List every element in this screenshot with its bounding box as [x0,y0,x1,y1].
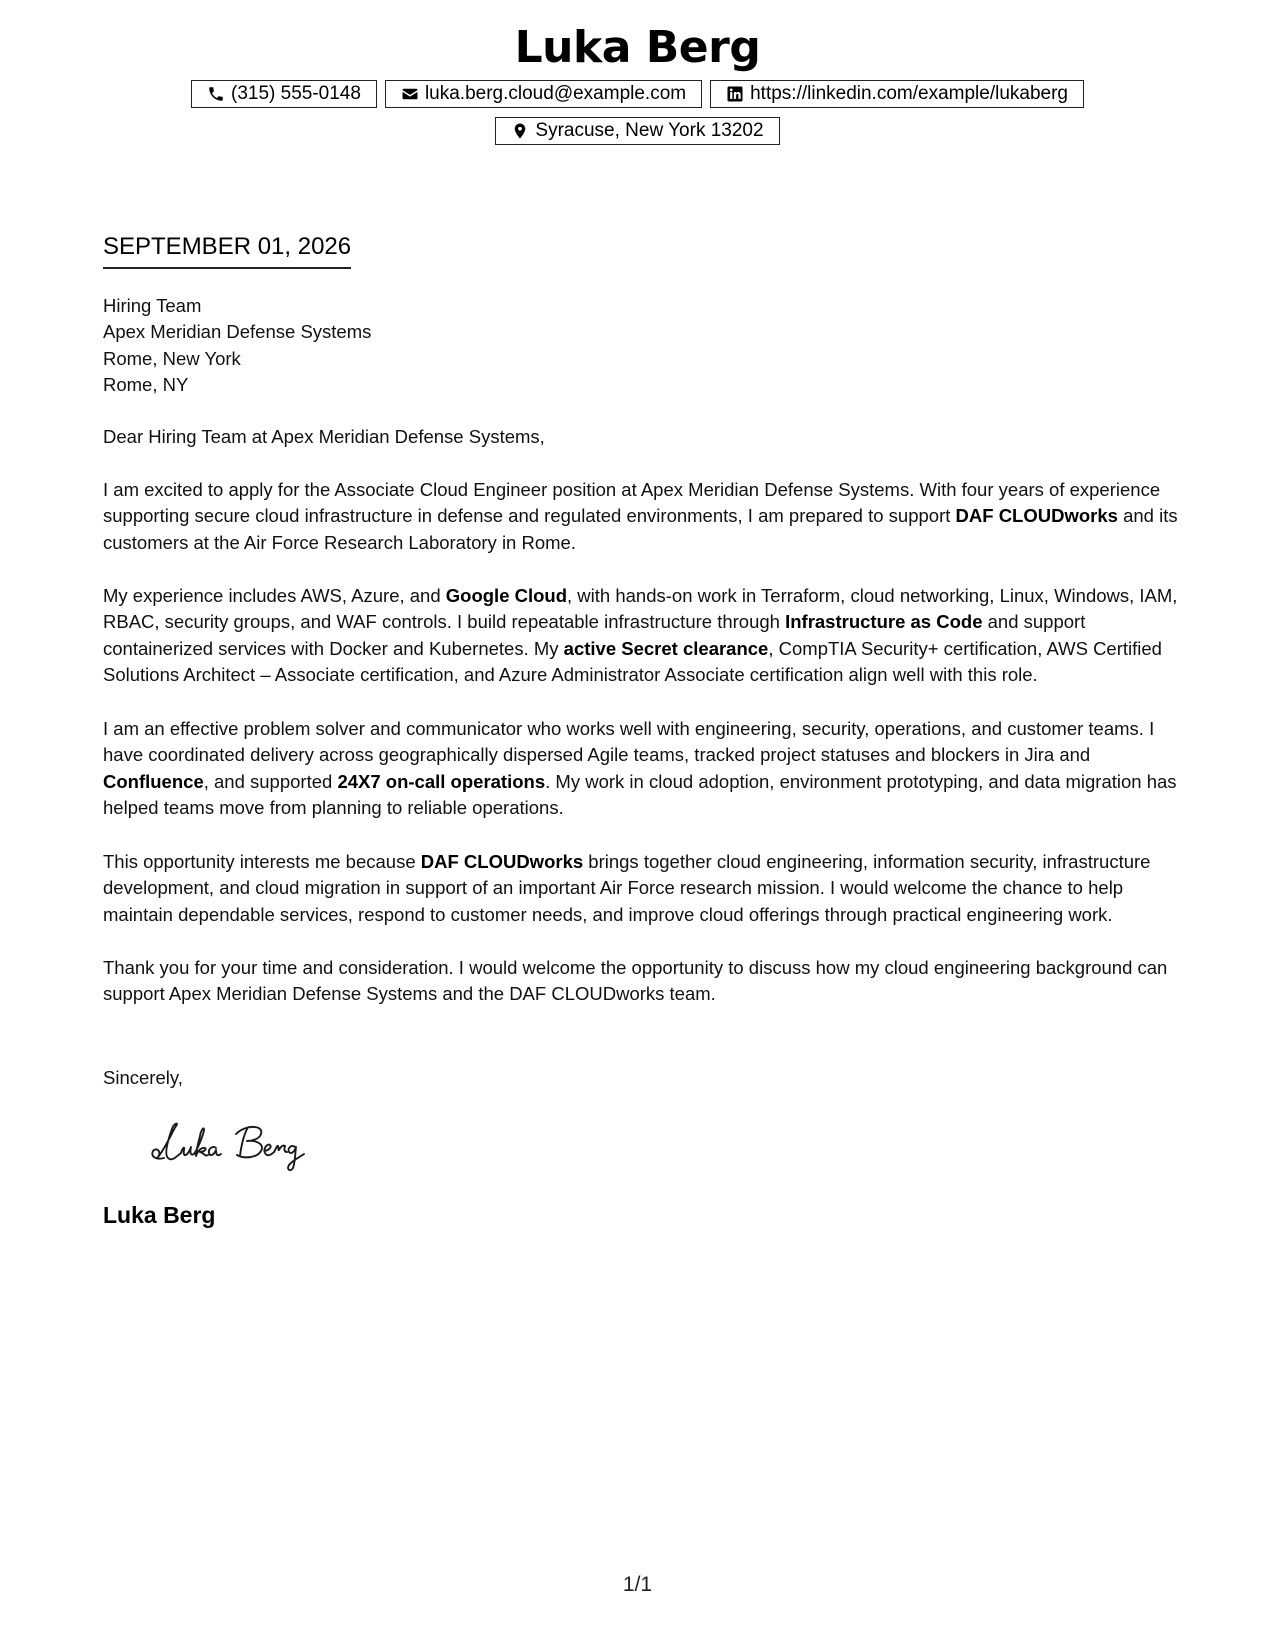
bold-run: Google Cloud [445,585,568,606]
recipient-line: Apex Meridian Defense Systems [103,321,372,343]
linkedin-chip[interactable] [710,80,1084,108]
recipient-line: Rome, NY [103,373,189,395]
bold-run: DAF CLOUDworks [955,505,1118,527]
recipient-line: Hiring Team [103,295,202,316]
bold-run: Confluence [103,770,204,792]
email-chip[interactable] [385,80,702,108]
text-run: and support containerized services with Docker and Kubernetes. My [103,611,1086,659]
paragraph-motivation [103,849,1178,928]
signature-name: Luka Berg [103,1202,216,1228]
paragraph-thanks [103,955,1178,1008]
bold-run: active Secret clearance [563,637,769,659]
text-run: My experience includes AWS, Azure, and [103,585,446,606]
text-run: I am excited to apply for the Associate Cloud Engineer position at Apex Meridian Defense Systems. With four years of experience supporting secure cloud infrastructure in defense and regulated environments, I am prepared to support [103,479,1161,527]
bold-run: 24X7 on-call operations [337,770,546,792]
text-run: and its customers at the Air Force Research Laboratory in Rome. [103,505,1178,553]
salutation: Dear Hiring Team at Apex Meridian Defense Systems, [103,426,545,447]
email-text: luka.berg.cloud@example.com [424,83,687,104]
contact-row [0,80,1275,108]
signature-drawing [148,1118,323,1174]
page-number: 1/1 [622,1573,653,1596]
closing: Sincerely, [103,1067,183,1088]
text-run: , CompTIA Security+ certification, AWS Certified Solutions Architect – Associate certification, and Azure Administrator Associate certification align well with this role. [103,637,1162,685]
linkedin-text: https://linkedin.com/example/lukaberg [750,83,1068,104]
phone-chip[interactable] [191,80,377,108]
paragraph-teamwork [103,716,1178,821]
recipient-line: Rome, New York [103,347,241,369]
linkedin-icon [726,85,744,103]
text-run: I am an effective problem solver and communicator who works well with engineering, security, operations, and customer teams. I have coordinated delivery across geographically dispersed Agile teams, tracked project statuses and blockers in Jira and [103,718,1155,766]
phone-text: (315) 555-0148 [231,83,361,104]
envelope-icon [401,85,419,103]
paragraph-intro [103,477,1178,556]
location-chip [495,117,779,145]
handwritten-signature [148,1118,323,1179]
paragraph-experience [103,583,1178,688]
location-text: Syracuse, New York 13202 [535,120,764,141]
text-run: This opportunity interests me because [103,851,421,872]
applicant-name: Luka Berg [514,22,761,73]
phone-icon [207,85,225,103]
text-run: , and supported [203,770,338,792]
text-run: , with hands-on work in Terraform, cloud networking, Linux, Windows, IAM, RBAC, security groups, and WAF controls. I build repeatable infrastructure through [103,585,1178,633]
text-run: Thank you for your time and consideration. I would welcome the opportunity to discuss how my cloud engineering background can support Apex Meridian Defense Systems and the DAF CLOUDworks team. [103,957,1168,1005]
text-run: . My work in cloud adoption, environment prototyping, and data migration has helped teams move from planning to reliable operations. [103,770,1177,818]
letter-date: SEPTEMBER 01, 2026 [103,233,351,269]
bold-run: Infrastructure as Code [785,611,983,633]
map-pin-icon [511,122,529,140]
recipient-address [103,293,1178,398]
location-row [0,117,1275,145]
text-run: brings together cloud engineering, information security, infrastructure development, and cloud migration in support of an important Air Force research mission. I would welcome the chance to help maintain dependable services, respond to customer needs, and improve cloud offerings through practical engineering work. [103,851,1151,925]
bold-run: DAF CLOUDworks [420,851,584,872]
